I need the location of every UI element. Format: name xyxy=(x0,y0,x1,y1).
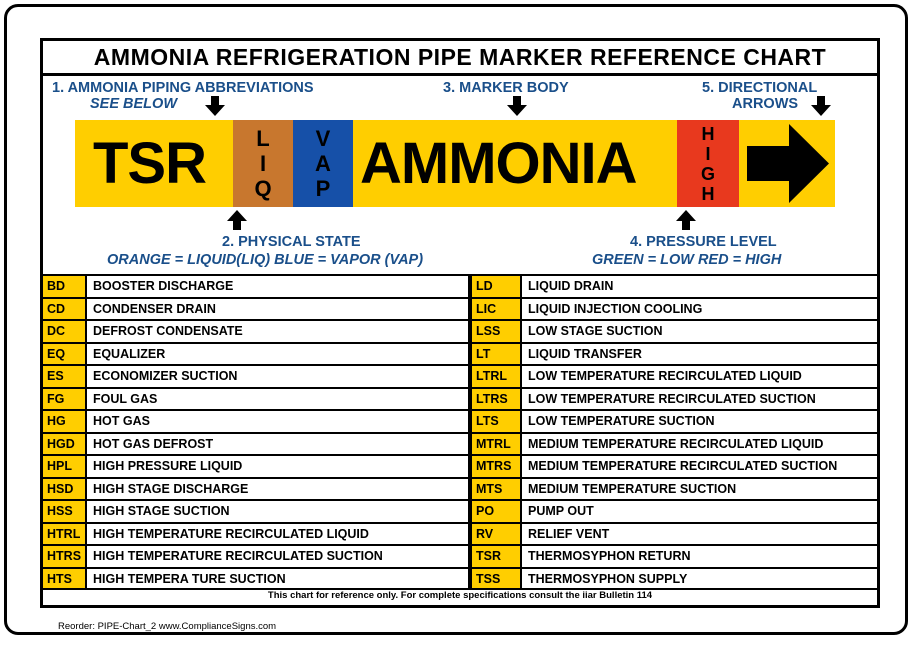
table-row xyxy=(43,409,468,432)
abbreviation-description: PUMP OUT xyxy=(528,504,594,518)
cell-divider xyxy=(85,389,87,410)
abbreviation-description: LOW STAGE SUCTION xyxy=(528,324,663,338)
cell-divider xyxy=(520,434,522,455)
flow-direction-arrow-icon xyxy=(747,124,829,203)
table-row xyxy=(472,274,877,297)
abbreviation-description: HIGH STAGE SUCTION xyxy=(93,504,230,518)
abbreviation-code: DC xyxy=(43,321,85,342)
abbreviation-code: FG xyxy=(43,389,85,410)
abbreviation-code: HSD xyxy=(43,479,85,500)
cell-divider xyxy=(85,456,87,477)
abbreviation-code: LTRL xyxy=(472,366,520,387)
abbreviation-description: LIQUID DRAIN xyxy=(528,279,614,293)
arrow-down-icon xyxy=(507,96,527,116)
abbreviation-code: LSS xyxy=(472,321,520,342)
cell-divider xyxy=(520,366,522,387)
chart-title: AMMONIA REFRIGERATION PIPE MARKER REFERENCE CHART xyxy=(93,44,827,70)
cell-divider xyxy=(85,366,87,387)
abbreviation-description: LIQUID INJECTION COOLING xyxy=(528,301,703,316)
pressure-letters: H I G H xyxy=(700,123,715,204)
arrow-up-icon xyxy=(676,210,696,230)
table-row xyxy=(43,364,468,387)
abbreviation-description: HIGH TEMPERA TURE SUCTION xyxy=(93,571,286,586)
reorder-info: Reorder: PIPE-Chart_2 www.ComplianceSigns.com xyxy=(58,621,277,632)
abbreviation-description: BOOSTER DISCHARGE xyxy=(93,279,234,293)
cell-divider xyxy=(85,321,87,342)
cell-divider xyxy=(520,344,522,365)
pipe-marker-sample xyxy=(75,120,835,207)
abbreviation-description: RELIEF VENT xyxy=(528,526,610,541)
abbreviation-code: TSS xyxy=(472,569,520,590)
abbreviation-description: HOT GAS xyxy=(93,414,150,428)
table-row xyxy=(472,567,877,590)
callout-marker-body: 3. MARKER BODY xyxy=(443,80,569,96)
table-row xyxy=(472,319,877,342)
cell-divider xyxy=(85,524,87,545)
abbreviation-code: LD xyxy=(472,276,520,297)
abbreviation-code: HPL xyxy=(43,456,85,477)
abbreviation-code: BD xyxy=(43,276,85,297)
arrow-down-icon xyxy=(205,96,225,116)
cell-divider xyxy=(85,569,87,590)
table-row xyxy=(43,319,468,342)
table-row xyxy=(472,499,877,522)
callout-pressure-level: 4. PRESSURE LEVEL xyxy=(630,234,777,250)
cell-divider xyxy=(520,569,522,590)
table-row xyxy=(43,297,468,320)
abbreviation-code: MTS xyxy=(472,479,520,500)
abbreviation-description: FOUL GAS xyxy=(93,391,158,406)
cell-divider xyxy=(520,546,522,567)
abbreviation-code: HTRS xyxy=(43,546,85,567)
table-row xyxy=(43,522,468,545)
table-row xyxy=(43,432,468,455)
abbreviation-description: LOW TEMPERATURE SUCTION xyxy=(528,414,715,428)
abbreviation-code: LTRS xyxy=(472,389,520,410)
abbreviation-description: MEDIUM TEMPERATURE RECIRCULATED SUCTION xyxy=(528,459,838,473)
abbreviation-code: MTRS xyxy=(472,456,520,477)
callout-directional: 5. DIRECTIONAL xyxy=(702,80,818,96)
abbreviation-description: MEDIUM TEMPERATURE SUCTION xyxy=(528,481,737,496)
cell-divider xyxy=(85,434,87,455)
abbreviation-description: THERMOSYPHON SUPPLY xyxy=(528,571,688,586)
marker-abbreviation: TSR xyxy=(93,131,206,196)
abbreviation-code: HTS xyxy=(43,569,85,590)
cell-divider xyxy=(520,524,522,545)
abbreviation-description: CONDENSER DRAIN xyxy=(93,301,216,316)
abbreviation-code: LTS xyxy=(472,411,520,432)
abbreviation-description: LIQUID TRANSFER xyxy=(528,346,642,361)
cell-divider xyxy=(520,299,522,320)
footer-note: This chart for reference only. For complete specifications consult the iiar Bulletin 114 xyxy=(267,590,653,601)
abbreviation-code: RV xyxy=(472,524,520,545)
table-row xyxy=(472,454,877,477)
abbreviation-description: LOW TEMPERATURE RECIRCULATED SUCTION xyxy=(528,391,816,406)
abbreviation-code: PO xyxy=(472,501,520,522)
abbreviation-code: MTRL xyxy=(472,434,520,455)
callout-abbreviations-sub: SEE BELOW xyxy=(90,96,178,112)
table-row xyxy=(472,364,877,387)
cell-divider xyxy=(85,501,87,522)
abbreviation-description: LOW TEMPERATURE RECIRCULATED LIQUID xyxy=(528,369,802,383)
abbreviation-code: HTRL xyxy=(43,524,85,545)
table-row xyxy=(43,499,468,522)
table-row xyxy=(43,477,468,500)
callout-physical-state-legend: ORANGE = LIQUID(LIQ) BLUE = VAPOR (VAP) xyxy=(107,252,424,268)
callout-abbreviations: 1. AMMONIA PIPING ABBREVIATIONS xyxy=(52,80,314,96)
marker-body-text: AMMONIA xyxy=(360,131,637,196)
abbreviation-description: DEFROST CONDENSATE xyxy=(93,324,243,338)
table-row xyxy=(472,477,877,500)
cell-divider xyxy=(520,389,522,410)
table-row xyxy=(472,432,877,455)
abbreviation-code: HG xyxy=(43,411,85,432)
liquid-state-letters: L I Q xyxy=(254,126,272,201)
abbreviation-description: HIGH PRESSURE LIQUID xyxy=(93,459,243,473)
abbreviation-code: ES xyxy=(43,366,85,387)
abbreviation-description: HIGH STAGE DISCHARGE xyxy=(93,481,249,496)
cell-divider xyxy=(85,344,87,365)
callout-pressure-legend: GREEN = LOW RED = HIGH xyxy=(592,252,782,268)
abbreviation-description: EQUALIZER xyxy=(93,346,166,361)
table-row xyxy=(472,522,877,545)
table-row xyxy=(43,567,468,590)
arrow-down-icon xyxy=(811,96,831,116)
table-row xyxy=(43,454,468,477)
table-row xyxy=(43,387,468,410)
abbreviation-code: HGD xyxy=(43,434,85,455)
table-row xyxy=(43,274,468,297)
abbreviation-description: ECONOMIZER SUCTION xyxy=(93,369,238,383)
callout-physical-state: 2. PHYSICAL STATE xyxy=(222,234,361,250)
table-row xyxy=(472,387,877,410)
table-row xyxy=(472,297,877,320)
cell-divider xyxy=(85,546,87,567)
cell-divider xyxy=(85,411,87,432)
table-row xyxy=(472,342,877,365)
abbreviation-description: HIGH TEMPERATURE RECIRCULATED LIQUID xyxy=(93,526,369,541)
abbreviation-code: LT xyxy=(472,344,520,365)
table-row xyxy=(472,544,877,567)
cell-divider xyxy=(520,479,522,500)
cell-divider xyxy=(520,456,522,477)
vapor-state-letters: V A P xyxy=(315,126,331,201)
abbreviation-code: EQ xyxy=(43,344,85,365)
cell-divider xyxy=(520,321,522,342)
table-row xyxy=(43,342,468,365)
cell-divider xyxy=(85,299,87,320)
cell-divider xyxy=(85,276,87,297)
abbreviation-description: THERMOSYPHON RETURN xyxy=(528,549,691,563)
arrow-up-icon xyxy=(227,210,247,230)
callout-directional-sub: ARROWS xyxy=(732,96,799,112)
abbreviation-code: HSS xyxy=(43,501,85,522)
cell-divider xyxy=(520,411,522,432)
abbreviation-code: TSR xyxy=(472,546,520,567)
table-row xyxy=(472,409,877,432)
abbreviation-code: LIC xyxy=(472,299,520,320)
table-row xyxy=(43,544,468,567)
abbreviation-description: HIGH TEMPERATURE RECIRCULATED SUCTION xyxy=(93,549,383,563)
cell-divider xyxy=(520,501,522,522)
abbreviation-description: HOT GAS DEFROST xyxy=(93,436,214,451)
abbreviation-description: MEDIUM TEMPERATURE RECIRCULATED LIQUID xyxy=(528,436,824,451)
cell-divider xyxy=(520,276,522,297)
title-divider xyxy=(40,73,880,76)
abbreviation-code: CD xyxy=(43,299,85,320)
cell-divider xyxy=(85,479,87,500)
